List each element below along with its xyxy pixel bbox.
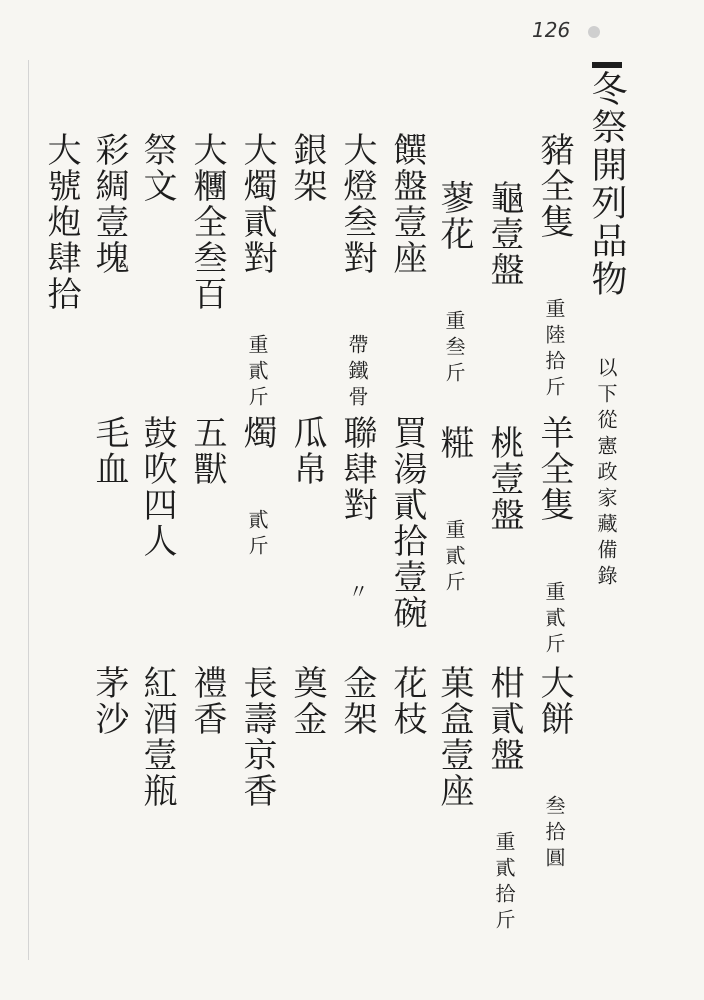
item-silk-offering (287, 415, 327, 487)
item-name: 羊全隻 (534, 415, 574, 523)
item-reed-sand (89, 665, 129, 737)
item-name: 金架 (337, 665, 377, 737)
item-name: 長壽京香 (237, 665, 277, 809)
ink-stain-mark (588, 26, 600, 38)
item-red-wine (137, 665, 177, 809)
item-name: 五獸 (187, 415, 227, 487)
item-name: 柑貳盤 (484, 665, 524, 773)
item-note: 帶鐵骨 (345, 334, 369, 412)
item-large-biscuits (534, 665, 574, 873)
item-name: 奠金 (287, 665, 327, 737)
item-firecrackers (41, 132, 81, 312)
item-name: 禮香 (187, 665, 227, 737)
item-name: 鼓吹四人 (137, 415, 177, 559)
item-name: 桃壹盤 (484, 425, 524, 533)
item-sheep (534, 415, 574, 659)
item-name: 銀架 (287, 132, 327, 204)
item-hair-blood (89, 415, 129, 487)
item-silver-stand (287, 132, 327, 204)
item-ditto-mark: 〃 (345, 581, 369, 607)
item-name: 聯肆對 (337, 415, 377, 523)
item-name: 祭文 (137, 132, 177, 204)
header-column (586, 70, 627, 591)
item-musicians (137, 415, 177, 559)
item-ritual-incense (187, 665, 227, 737)
item-soups (387, 415, 427, 631)
item-name: 茅沙 (89, 665, 129, 737)
item-couplets (337, 415, 377, 607)
item-name: 毛血 (89, 415, 129, 487)
item-name: 糚 (434, 425, 474, 461)
item-large-candles (237, 132, 277, 412)
item-flower-sprays (387, 665, 427, 737)
item-name: 饌盤壹座 (387, 132, 427, 276)
item-name: 豬全隻 (534, 132, 574, 240)
header-title: 冬祭開列品物 (586, 70, 627, 298)
item-name: 紅酒壹瓶 (137, 665, 177, 809)
item-name: 大燭貳對 (237, 132, 277, 276)
item-name: 大糰全叁百 (187, 132, 227, 312)
item-libation-gold (287, 665, 327, 737)
item-sugar-cake (434, 425, 474, 597)
item-large-lanterns (337, 132, 377, 412)
item-candles (237, 415, 277, 561)
item-peaches (484, 425, 524, 533)
item-name: 買湯貳拾壹碗 (387, 415, 427, 631)
item-large-cakes (187, 132, 227, 312)
item-weight: 重叁斤 (442, 310, 466, 388)
item-silk-cloth (89, 132, 129, 276)
item-weight: 重貳斤 (245, 334, 269, 412)
item-liao-flower (434, 180, 474, 388)
item-tangerines (484, 665, 524, 935)
item-five-beasts (187, 415, 227, 487)
item-name: 菓盒壹座 (434, 665, 474, 809)
item-offering-tray (387, 132, 427, 276)
item-pig (534, 132, 574, 402)
item-fruit-box (434, 665, 474, 809)
header-note: 以下從憲政家藏備錄 (594, 357, 618, 591)
item-name: 瓜帛 (287, 415, 327, 487)
item-name: 龜壹盤 (484, 180, 524, 288)
item-name: 蓼花 (434, 180, 474, 252)
item-weight: 貳斤 (245, 509, 269, 561)
item-turtle (484, 180, 524, 288)
item-eulogy (137, 132, 177, 204)
item-name: 大燈叁對 (337, 132, 377, 276)
item-weight: 重貳斤 (542, 581, 566, 659)
title-stroke (592, 62, 622, 68)
item-weight: 重貳拾斤 (492, 831, 516, 935)
item-count: 叁拾圓 (542, 795, 566, 873)
item-longevity-incense (237, 665, 277, 809)
item-name: 大餅 (534, 665, 574, 737)
item-weight: 重陸拾斤 (542, 298, 566, 402)
item-name: 大號炮肆拾 (41, 132, 81, 312)
item-weight: 重貳斤 (442, 519, 466, 597)
page-number: 126 (532, 18, 571, 42)
item-name: 彩綢壹塊 (89, 132, 129, 276)
item-name: 花枝 (387, 665, 427, 737)
page-edge-line (28, 60, 29, 960)
item-gold-stand (337, 665, 377, 737)
item-name: 燭 (237, 415, 277, 451)
